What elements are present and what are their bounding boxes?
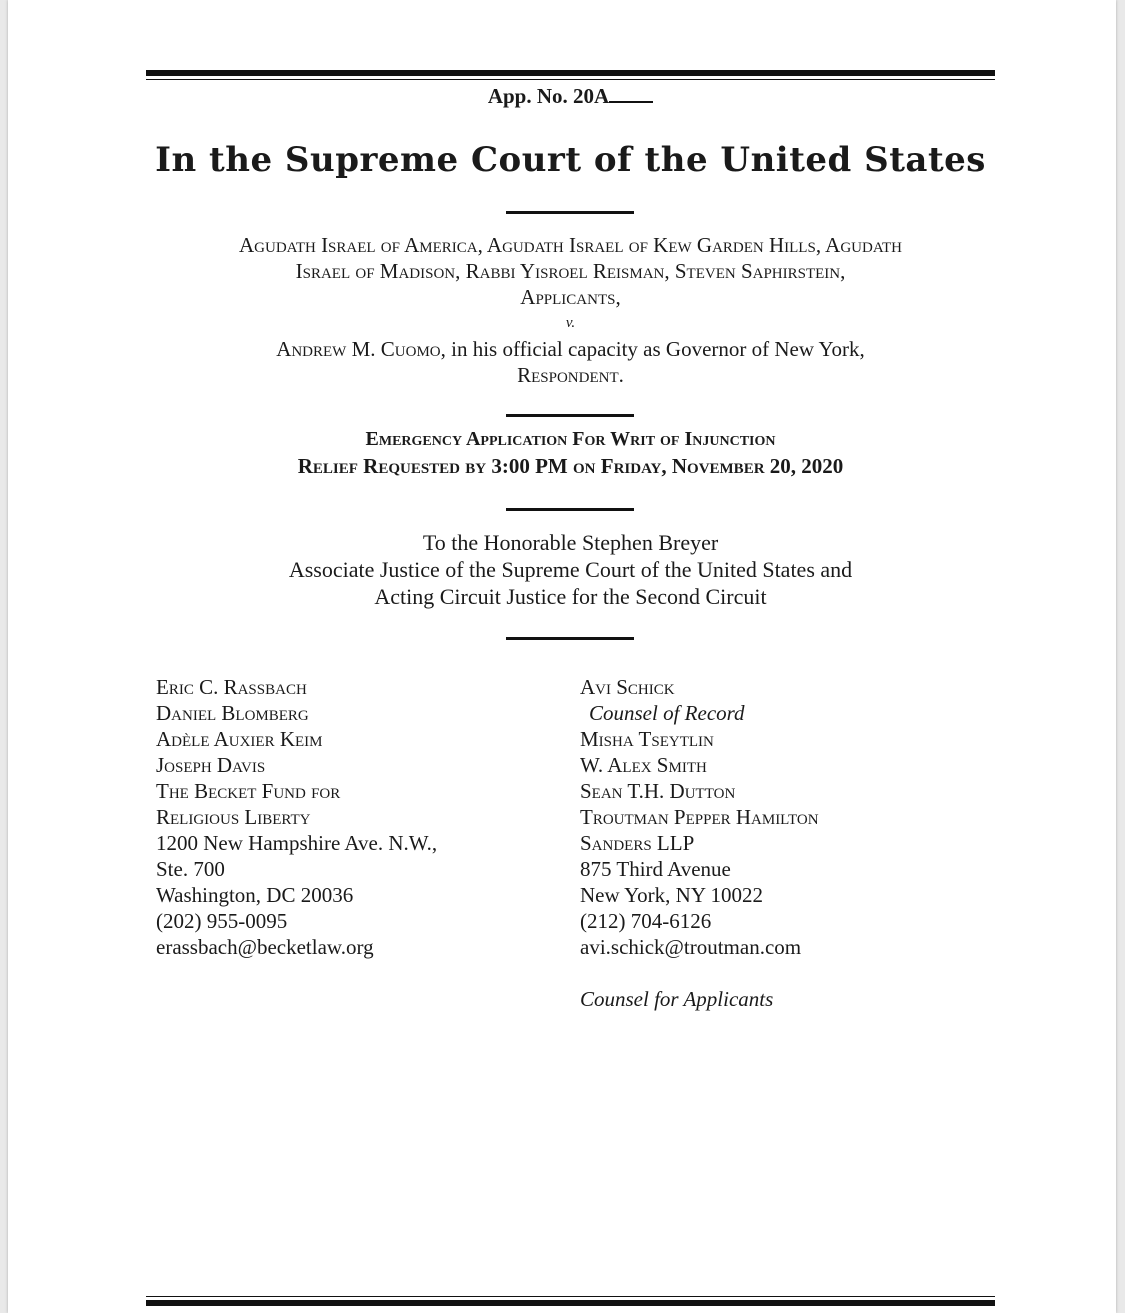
counsel-for-applicants: Counsel for Applicants	[580, 987, 774, 1011]
addressee-line-1: To the Honorable Stephen Breyer	[422, 530, 719, 555]
application-number-blank	[609, 85, 653, 103]
applicants-line-1: Agudath Israel of America, Agudath Israel of Kew Garden Hills, Agudath	[238, 233, 902, 257]
application-number-label: App. No. 20A	[487, 84, 610, 108]
applicants-label: Applicants,	[520, 285, 621, 309]
firm-name: Troutman Pepper Hamilton	[580, 805, 819, 829]
counsel-name: Adèle Auxier Keim	[156, 727, 323, 751]
divider-rule-1	[506, 211, 634, 214]
applicants-line-2: Israel of Madison, Rabbi Yisroel Reisman, Steven Saphirstein,	[295, 259, 846, 283]
counsel-right-column	[580, 674, 980, 1012]
divider-rule-3	[506, 508, 634, 511]
counsel-name: Avi Schick	[580, 675, 675, 699]
counsel-of-record-label: Counsel of Record	[589, 701, 745, 725]
application-title-block	[146, 426, 995, 480]
respondent-description: , in his official capacity as Governor of New York,	[440, 337, 865, 361]
counsel-left-column	[156, 674, 556, 960]
addressee-block	[146, 529, 995, 610]
court-title: In the Supreme Court of the United States	[155, 140, 986, 180]
top-thin-rule	[146, 79, 995, 80]
bottom-thin-rule	[146, 1296, 995, 1297]
address-line: New York, NY 10022	[580, 883, 763, 907]
firm-name: Religious Liberty	[156, 805, 311, 829]
respondent-name: Andrew M. Cuomo	[276, 337, 441, 361]
divider-rule-2	[506, 414, 634, 417]
firm-name: Sanders LLP	[580, 831, 695, 855]
counsel-name: Misha Tseytlin	[580, 727, 714, 751]
relief-requested: Relief Requested by 3:00 PM on Friday, November 20, 2020	[297, 454, 844, 478]
address-line: 1200 New Hampshire Ave. N.W.,	[156, 831, 438, 855]
phone-number: (212) 704-6126	[580, 909, 712, 933]
address-line: Ste. 700	[156, 857, 225, 881]
application-number	[146, 84, 995, 109]
email-address: erassbach@becketlaw.org	[156, 935, 374, 959]
document-page	[8, 0, 1116, 1313]
respondent-label: Respondent.	[517, 363, 624, 387]
email-address: avi.schick@troutman.com	[580, 935, 802, 959]
top-thick-rule	[146, 70, 995, 76]
counsel-name: Daniel Blomberg	[156, 701, 309, 725]
address-line: Washington, DC 20036	[156, 883, 354, 907]
addressee-line-2: Associate Justice of the Supreme Court of the United States and	[288, 557, 853, 582]
counsel-name: Eric C. Rassbach	[156, 675, 307, 699]
divider-rule-4	[506, 637, 634, 640]
firm-name: The Becket Fund for	[156, 779, 341, 803]
addressee-line-3: Acting Circuit Justice for the Second Circuit	[374, 584, 767, 609]
counsel-name: W. Alex Smith	[580, 753, 707, 777]
parties-block	[146, 232, 995, 388]
versus-label: v.	[565, 315, 576, 331]
counsel-name: Sean T.H. Dutton	[580, 779, 736, 803]
bottom-thick-rule	[146, 1300, 995, 1306]
address-line: 875 Third Avenue	[580, 857, 731, 881]
counsel-name: Joseph Davis	[156, 753, 266, 777]
respondent-line	[146, 336, 995, 362]
phone-number: (202) 955-0095	[156, 909, 288, 933]
application-title: Emergency Application For Writ of Injunction	[365, 428, 776, 450]
